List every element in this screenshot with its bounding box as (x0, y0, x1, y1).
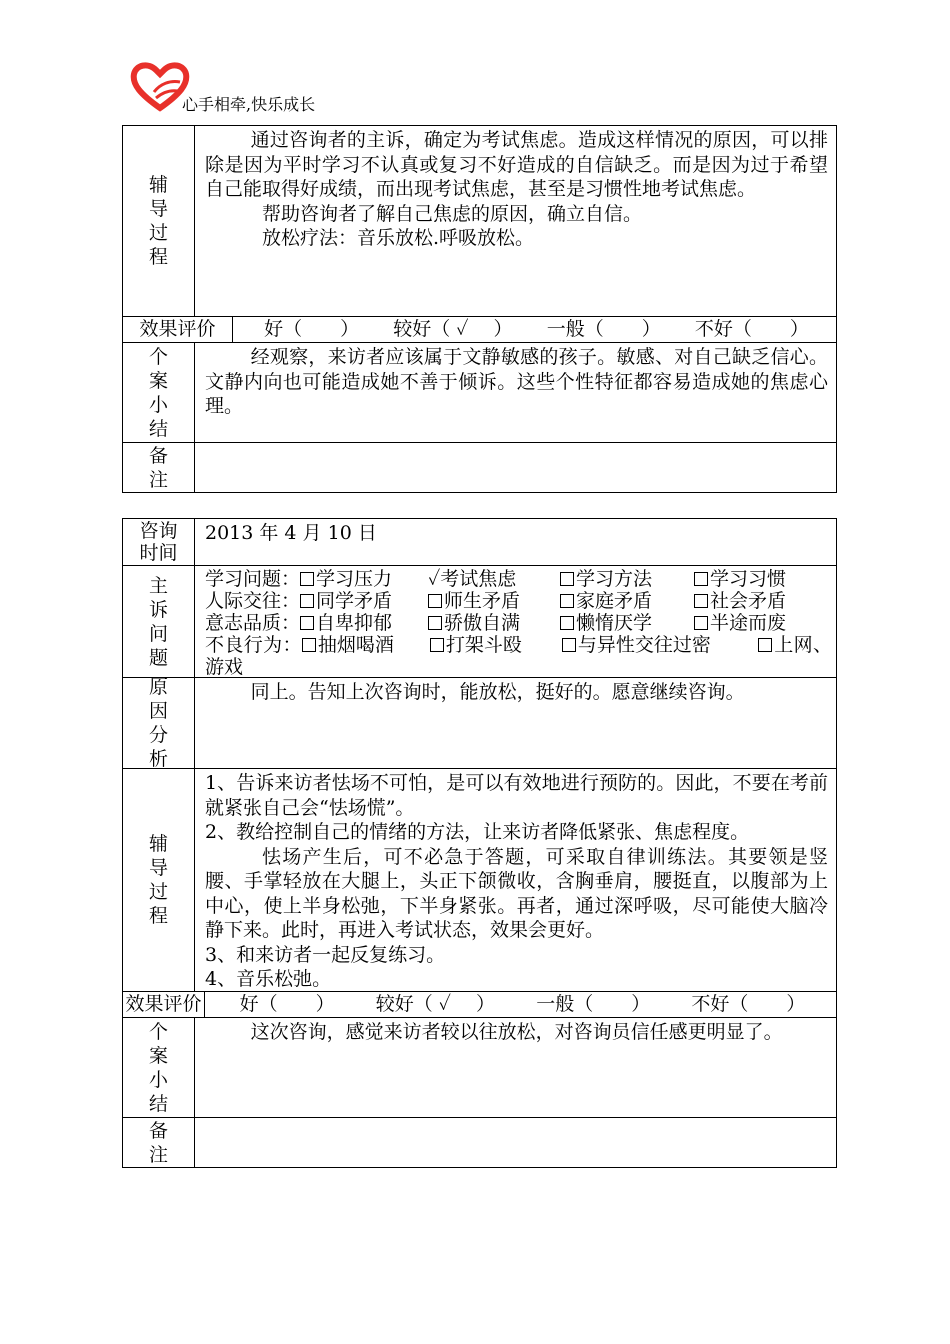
process-paragraph: 4、音乐松弛。 (205, 968, 332, 990)
complaint-row (123, 565, 836, 677)
checkbox-icon (694, 572, 708, 586)
summary-row (123, 342, 836, 442)
eval-option-average: 一般（ ） (546, 318, 661, 340)
checkbox-icon (560, 594, 574, 608)
process-paragraph: 怯场产生后，可不必急于答题，可采取自律训练法。其要领是竖腰、手掌轻放在大腿上，头正下颌微收，含胸垂肩，腰挺直，以腹部为上中心，使上半身松弛，下半身紧张。再者，通过深呼吸，尽可能使大脑冷静下来。此时，再进入考试状态，效果会更好。 (205, 845, 828, 941)
header-motto: 心手相牵,快乐成长 (182, 95, 316, 114)
record-table-2 (122, 518, 837, 1168)
cause-label: 原因分析 (148, 676, 168, 770)
complaint-line: 不良行为： 抽烟喝酒 打架斗殴 与异性交往过密 上网、游戏 (205, 634, 832, 678)
complaint-line: 学习问题： 学习压力 ✓考试焦虑 学习方法 学习习惯 (205, 568, 787, 590)
checkbox-icon (430, 638, 444, 652)
process-paragraph: 1、告诉来访者怯场不可怕，是可以有效地进行预防的。因此，不要在考前就紧张自己会“怯场慌”。 (205, 772, 828, 819)
eval-option-poor: 不好（ ） (691, 993, 806, 1015)
process-row (123, 768, 836, 991)
process-paragraph: 帮助咨询者了解自己焦虑的原因，确立自信。 (262, 202, 643, 225)
checkbox-icon (562, 638, 576, 652)
process-content (195, 126, 836, 316)
eval-option-poor: 不好（ ） (694, 318, 809, 340)
summary-label: 个案小结 (148, 1020, 168, 1115)
summary-row (123, 1017, 836, 1117)
eval-option-good: 好（ ） (239, 993, 335, 1015)
time-row (123, 519, 836, 565)
consult-time: 2013 年 4 月 10 日 (205, 522, 377, 544)
process-label: 辅导过程 (148, 174, 168, 268)
complaint-line: 意志品质： 自卑抑郁 骄傲自满 懒惰厌学 半途而废 (205, 612, 787, 634)
complaint-label: 主诉问题 (148, 574, 168, 669)
evaluation-label: 效果评价 (123, 992, 205, 1017)
remark-content (195, 1118, 836, 1167)
summary-label: 个案小结 (148, 345, 168, 440)
eval-option-fairly-good: 较好（ ✓ ） (393, 318, 513, 340)
checkbox-icon (300, 572, 314, 586)
heart-hand-logo (130, 62, 190, 112)
cause-row (123, 677, 836, 768)
evaluation-row (123, 316, 836, 342)
check-mark-icon: ✓ (428, 568, 441, 590)
checkbox-icon (694, 616, 708, 630)
checkbox-icon (694, 594, 708, 608)
cause-content: 同上。告知上次咨询时，能放松，挺好的。愿意继续咨询。 (250, 681, 745, 703)
complaint-content (195, 566, 836, 677)
checkbox-icon (428, 616, 442, 630)
eval-option-fairly-good: 较好（ ✓ ） (375, 993, 496, 1015)
checkbox-icon (300, 594, 314, 608)
checkbox-icon (302, 638, 316, 652)
checkbox-icon (560, 572, 574, 586)
checkbox-icon (300, 616, 314, 630)
remark-row (123, 442, 836, 492)
remark-content (195, 443, 836, 492)
record-table-1 (122, 125, 837, 493)
process-paragraph: 放松疗法：音乐放松.呼吸放松。 (262, 227, 535, 249)
remark-row (123, 1117, 836, 1167)
checkbox-icon (428, 594, 442, 608)
process-paragraph: 通过咨询者的主诉，确定为考试焦虑。造成这样情况的原因，可以排除是因为平时学习不认真或复习不好造成的自信缺乏。而是因为过于希望自己能取得好成绩，而出现考试焦虑，甚至是习惯性地考试焦虑。 (205, 129, 828, 200)
evaluation-label: 效果评价 (123, 317, 233, 342)
remark-label: 备注 (148, 1119, 168, 1166)
process-row (123, 126, 836, 316)
summary-content: 这次咨询，感觉来访者较以往放松，对咨询员信任感更明显了。 (250, 1021, 783, 1043)
remark-label: 备注 (148, 444, 168, 491)
process-content (195, 769, 836, 991)
eval-option-average: 一般（ ） (536, 993, 651, 1015)
complaint-line: 人际交往： 同学矛盾 师生矛盾 家庭矛盾 社会矛盾 (205, 590, 787, 612)
checkbox-icon (560, 616, 574, 630)
process-paragraph: 2、教给控制自己的情绪的方法，让来访者降低紧张、焦虑程度。 (205, 821, 750, 843)
summary-content: 经观察，来访者应该属于文静敏感的孩子。敏感、对自己缺乏信心。文静内向也可能造成她不善于倾诉。这些个性特征都容易造成她的焦虑心理。 (205, 346, 828, 417)
time-label: 咨询时间 (139, 520, 178, 564)
checkbox-icon (758, 638, 772, 652)
eval-option-good: 好（ ） (264, 318, 360, 340)
process-paragraph: 3、和来访者一起反复练习。 (205, 943, 446, 966)
process-label: 辅导过程 (148, 833, 168, 927)
evaluation-row (123, 991, 836, 1017)
